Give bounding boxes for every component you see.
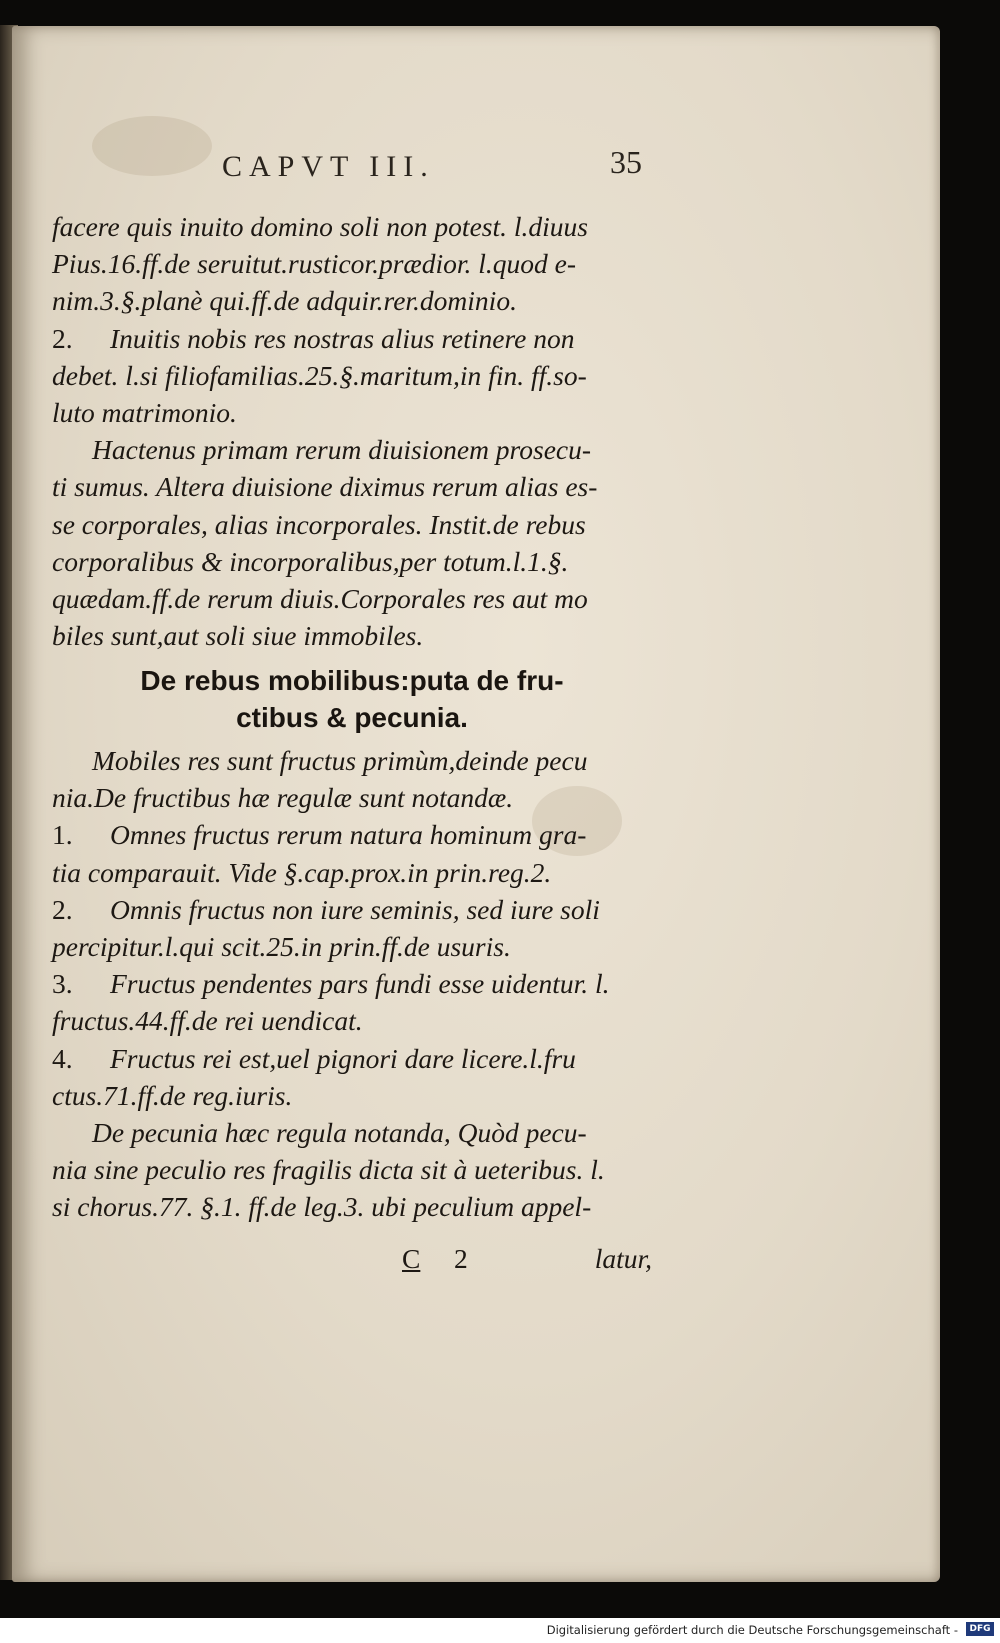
text-line [52, 394, 652, 431]
text-line [52, 1151, 652, 1188]
line-text: tia comparauit. Vide §.cap.prox.in prin.reg.2. [52, 856, 552, 888]
section-heading [52, 662, 652, 736]
line-text: Fructus rei est,uel pignori dare licere.l.fru [110, 1042, 576, 1074]
text-line [52, 1077, 652, 1114]
text-line [52, 1002, 652, 1039]
text-line [52, 580, 652, 617]
text-line [52, 282, 652, 319]
rule-number: 1. [52, 819, 73, 851]
line-text: Pius.16.ff.de seruitut.rusticor.prædior. l.quod e- [52, 248, 577, 280]
line-text: quædam.ff.de rerum diuis.Corporales res aut mo [52, 582, 588, 614]
rule-number: 3. [52, 968, 73, 1000]
line-text: fructus.44.ff.de rei uendicat. [52, 1005, 363, 1037]
text-line [52, 965, 652, 1002]
rule-number: 2. [52, 322, 73, 354]
line-text: Omnis fructus non iure seminis, sed iure soli [110, 893, 600, 925]
line-text: ctus.71.ff.de reg.iuris. [52, 1079, 293, 1111]
line-text: nia sine peculio res fragilis dicta sit à ueteribus. l. [52, 1154, 605, 1186]
text-line [52, 1040, 652, 1077]
signature-mark: C [402, 1243, 421, 1274]
text-line [52, 1114, 652, 1151]
text-line [52, 320, 652, 357]
text-line [52, 506, 652, 543]
rule-number: 4. [52, 1042, 73, 1074]
line-text: Hactenus primam rerum diuisionem prosecu- [92, 434, 592, 466]
text-line [52, 891, 652, 928]
line-text: nia.De fructibus hæ regulæ sunt notandæ. [52, 782, 514, 814]
text-line [52, 543, 652, 580]
line-text: Inuitis nobis res nostras alius retinere non [110, 322, 575, 354]
heading-line: ctibus & pecunia. [236, 702, 468, 734]
line-text: biles sunt,aut soli siue immobiles. [52, 620, 424, 652]
signature-line [52, 1240, 652, 1280]
line-text: si chorus.77. §.1. ff.de leg.3. ubi peculium appel- [52, 1191, 592, 1223]
running-title: CAPVT III. [222, 150, 435, 183]
funding-notice: Digitalisierung gefördert durch die Deutsche Forschungsgemeinschaft - [546, 1623, 958, 1637]
line-text: corporalibus & incorporalibus,per totum.l.1.§. [52, 545, 569, 577]
line-text: Fructus pendentes pars fundi esse uidentur. l. [110, 968, 610, 1000]
line-text: nim.3.§.planè qui.ff.de adquir.rer.dominio. [52, 285, 517, 317]
text-line [52, 928, 652, 965]
text-line [52, 208, 652, 245]
rule-number: 2. [52, 893, 73, 925]
running-head [212, 144, 652, 192]
body-text-top [52, 208, 652, 654]
line-text: Mobiles res sunt fructus primùm,deinde pecu [92, 745, 588, 776]
footer-bar [0, 1618, 1000, 1643]
book-page [12, 26, 940, 1582]
line-text: facere quis inuito domino soli non potest. l.diuus [52, 211, 588, 242]
page-number: 35 [610, 144, 642, 180]
text-line [52, 779, 652, 816]
text-line [52, 854, 652, 891]
line-text: Omnes fructus rerum natura hominum gra- [110, 819, 587, 851]
catchword: latur, [594, 1243, 652, 1274]
text-line [52, 816, 652, 853]
line-text: De pecunia hæc regula notanda, Quòd pecu- [92, 1116, 587, 1148]
text-line [52, 468, 652, 505]
text-line [52, 357, 652, 394]
text-line [52, 742, 652, 779]
line-text: luto matrimonio. [52, 396, 237, 428]
text-line [52, 431, 652, 468]
text-line [52, 1188, 652, 1225]
paper-stain [92, 116, 212, 176]
signature-number: 2 [454, 1243, 468, 1274]
text-line [52, 617, 652, 654]
line-text: se corporales, alias incorporales. Instit.de rebus [52, 508, 586, 540]
body-text-bottom [52, 742, 652, 1225]
line-text: ti sumus. Altera diuisione diximus rerum alias es- [52, 471, 598, 503]
text-line [52, 245, 652, 282]
line-text: debet. l.si filiofamilias.25.§.maritum,in fin. ff.so- [52, 359, 587, 391]
dfg-logo: DFG [966, 1622, 994, 1636]
line-text: percipitur.l.qui scit.25.in prin.ff.de usuris. [52, 930, 511, 962]
heading-line: De rebus mobilibus:puta de fru- [140, 665, 564, 696]
